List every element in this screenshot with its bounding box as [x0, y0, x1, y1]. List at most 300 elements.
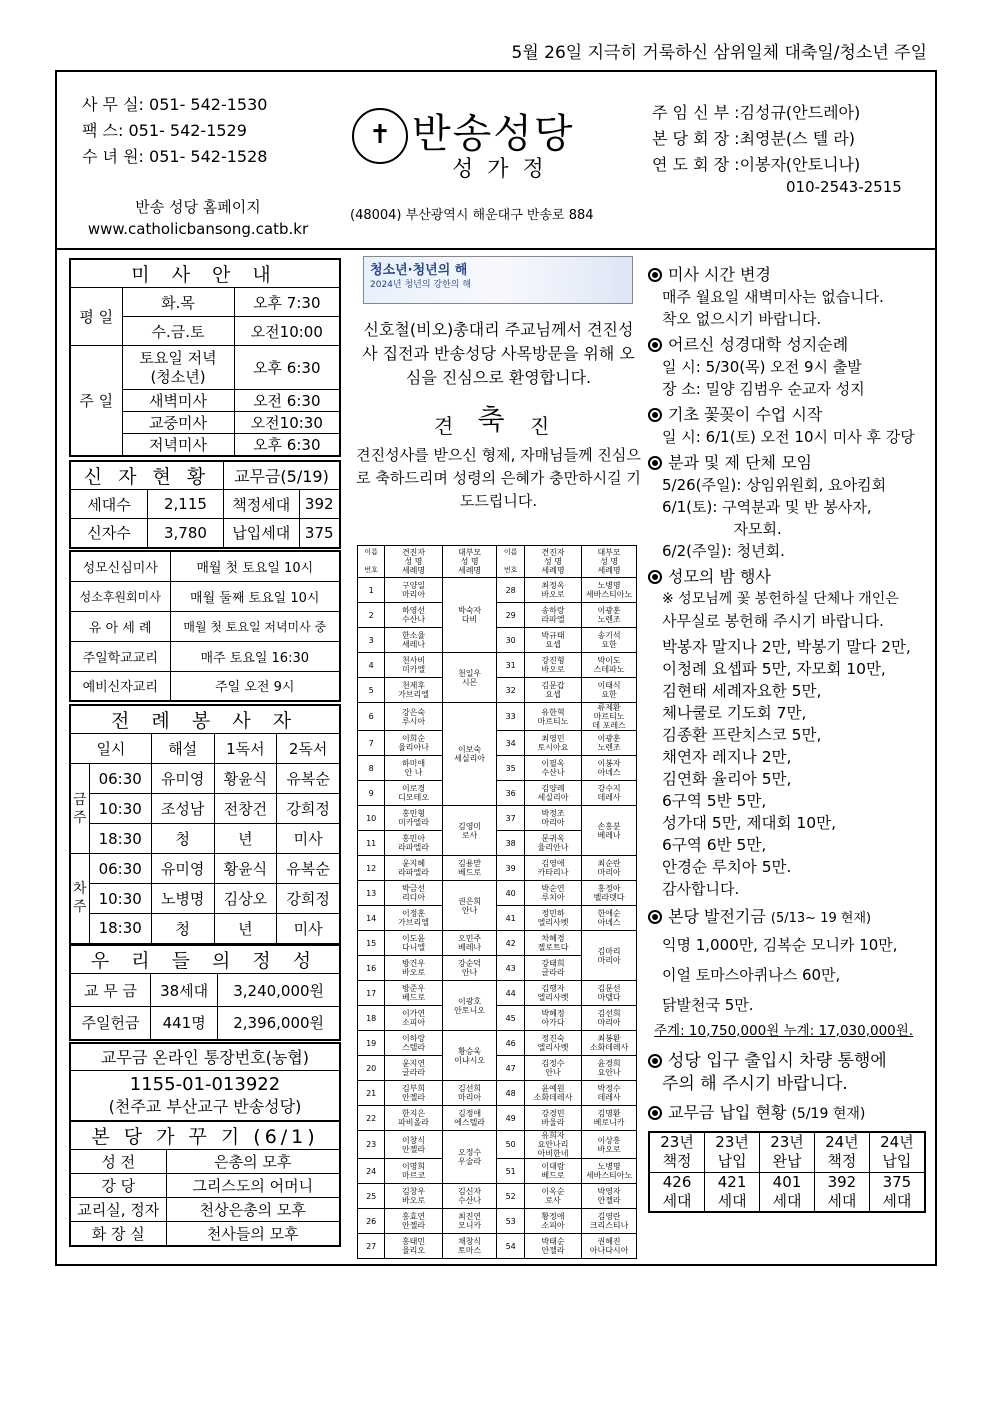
- right-column: [648, 260, 932, 1213]
- conf-number: 51: [497, 1159, 524, 1184]
- conf-sponsor: 이상흥 바오로: [582, 1131, 637, 1159]
- conf-sponsor: 노병명 세바스티아노: [582, 578, 637, 603]
- conf-name: 천사비 미카엘: [385, 653, 442, 678]
- conf-row: [358, 1106, 637, 1131]
- donation-line: 이청례 요셉파 5만, 자모회 10만,: [662, 660, 886, 678]
- conf-name: 이필옥 수산나: [524, 756, 581, 781]
- conf-name: 방준우 베드로: [385, 981, 442, 1006]
- households-value: 2,115: [148, 490, 224, 519]
- conf-row: [358, 1131, 637, 1159]
- conf-sponsor: 박정수 데레사: [582, 1081, 637, 1106]
- conf-number: 21: [358, 1081, 385, 1106]
- conf-sponsor: 황승욱 이냐시오: [442, 1031, 497, 1081]
- conf-name: 윤지혜 라파엘라: [385, 856, 442, 881]
- conf-number: 25: [358, 1184, 385, 1209]
- conf-header: 견진자 성 명 세례명: [524, 546, 581, 578]
- schedule-when: 매월 첫 토요일 저녁미사 중: [170, 611, 340, 641]
- account-table: [69, 1042, 341, 1123]
- liturgy-cell: 전창건: [214, 794, 277, 824]
- liturgy-cell: 조성남: [151, 794, 214, 824]
- conf-name: 이정훈 가브리엘: [385, 906, 442, 931]
- conf-number: 47: [497, 1056, 524, 1081]
- mass-day: 화.목: [122, 288, 234, 317]
- conf-name: 박규태 요셉: [524, 628, 581, 653]
- liturgy-header: 일시: [70, 734, 151, 764]
- members-value: 3,780: [148, 519, 224, 548]
- conf-sponsor: 오정수 우술라: [442, 1131, 497, 1184]
- mass-time: 오전10:30: [234, 412, 340, 434]
- paid-label: 납입세대: [223, 519, 299, 548]
- conf-row: [358, 1031, 637, 1056]
- address: (48004) 부산광역시 해운대구 반송로 884: [350, 208, 594, 223]
- donation-line: 김현태 세례자요한 5만,: [662, 682, 822, 700]
- conf-number: 15: [358, 931, 385, 956]
- mass-time: 오후 6:30: [234, 434, 340, 457]
- conf-number: 5: [358, 678, 385, 703]
- confirmation-table: [357, 545, 637, 1259]
- offering-amount: 2,396,000원: [218, 1007, 340, 1040]
- conf-header: 견진자 성 명 세례명: [385, 546, 442, 578]
- notice-line: 6/2(주일): 청년회.: [662, 542, 785, 560]
- mass-day: 교중미사: [122, 412, 234, 434]
- dues-header: 23년 납입: [705, 1132, 760, 1172]
- account-holder: (천주교 부산교구 반송성당): [108, 1096, 302, 1116]
- liturgy-cell: 유미영: [151, 764, 214, 794]
- notice-line: 자모회.: [662, 520, 782, 538]
- conf-sponsor: 천일우 시몬: [442, 653, 497, 703]
- conf-sponsor: 이광훈 노렌조: [582, 603, 637, 628]
- dues-value: 401 세대: [760, 1172, 815, 1212]
- conf-number: 38: [497, 831, 524, 856]
- conf-sponsor: 김선희 마리아: [582, 1006, 637, 1031]
- mass-time: 오전 6:30: [234, 390, 340, 412]
- dues-value: 375 세대: [869, 1172, 925, 1212]
- conf-number: 53: [497, 1209, 524, 1234]
- weekday-label: 평 일: [70, 288, 122, 346]
- mass-time: 오후 6:30: [234, 346, 340, 390]
- members-table: [69, 460, 341, 549]
- conf-row: [358, 703, 637, 731]
- conf-number: 1: [358, 578, 385, 603]
- conf-sponsor: 이봉자 아녜스: [582, 756, 637, 781]
- conf-row: [358, 603, 637, 628]
- conf-row: [358, 578, 637, 603]
- conf-sponsor: 박이도 스테파노: [582, 653, 637, 678]
- donation-line: 6구역 6반 5만,: [662, 836, 767, 854]
- conf-row: [358, 856, 637, 881]
- liturgy-cell: 강희정: [277, 884, 340, 914]
- dues-header: 23년 책정: [649, 1132, 705, 1172]
- congrats-left: 견: [434, 414, 454, 438]
- conf-row: [358, 1006, 637, 1031]
- conf-number: 50: [497, 1131, 524, 1159]
- conf-number: 9: [358, 781, 385, 806]
- offerings-title: 우 리 들 의 정 성: [70, 945, 340, 974]
- notice-heading: 어르신 성경대학 성지순례: [648, 334, 932, 356]
- liturgy-cell: 년: [214, 824, 277, 854]
- notice-line: 5/26(주일): 상임위원회, 요아킴회: [662, 476, 887, 494]
- conf-name: 이가연 소피아: [385, 1006, 442, 1031]
- conf-number: 3: [358, 628, 385, 653]
- conf-name: 이명희 마르코: [385, 1159, 442, 1184]
- conf-sponsor: 이광호 안토니오: [442, 981, 497, 1031]
- liturgy-cell: 황윤식: [214, 854, 277, 884]
- dues-title: 교무금(5/19): [223, 461, 340, 490]
- offering-label: 주일헌금: [70, 1007, 150, 1040]
- staff-prayer-leader: 연 도 회 장 :이봉자(안토니나): [652, 155, 861, 174]
- conf-sponsor: 한애순 아녜스: [582, 906, 637, 931]
- liturgy-cell: 청: [151, 914, 214, 944]
- conf-name: 홍민형 미카엘라: [385, 806, 442, 831]
- mass-day: 토요일 저녁 (청소년): [122, 346, 234, 390]
- conf-name: 박태순 안젤라: [524, 1234, 581, 1259]
- conf-number: 48: [497, 1081, 524, 1106]
- bullet-icon: [648, 338, 662, 352]
- notice-heading: 분과 및 제 단체 모임: [648, 452, 932, 474]
- liturgy-cell: 유복순: [277, 854, 340, 884]
- conf-number: 32: [497, 678, 524, 703]
- conf-name: 이창식 안젤라: [385, 1131, 442, 1159]
- liturgy-cell: 유미영: [151, 854, 214, 884]
- conf-sponsor: 김선희 마리아: [442, 1081, 497, 1106]
- account-number: 1155-01-013922: [129, 1073, 281, 1095]
- congrats-emblem-icon: 축: [477, 403, 505, 436]
- liturgy-cell: 18:30: [89, 824, 151, 854]
- bullet-icon: [648, 1106, 662, 1120]
- staff-list: [652, 100, 860, 178]
- conf-row: [358, 931, 637, 956]
- schedule-name: 성모신심미사: [70, 551, 170, 581]
- conf-row: [358, 1159, 637, 1184]
- top-banner: 5월 26일 지극히 거룩하신 삼위일체 대축일/청소년 주일: [511, 43, 927, 63]
- congrats-right: 진: [530, 414, 550, 438]
- bullet-icon: [648, 268, 662, 282]
- conf-name: 강경민 바울라: [524, 1106, 581, 1131]
- liturgy-cell: 년: [214, 914, 277, 944]
- conf-sponsor: 류제환 마르티노 데 포레스: [582, 703, 637, 731]
- conf-number: 2: [358, 603, 385, 628]
- account-title: 교무금 온라인 통장번호(농협): [70, 1043, 340, 1070]
- conf-name: 최정옥 바오로: [524, 578, 581, 603]
- liturgy-cell: 김상오: [214, 884, 277, 914]
- liturgy-title: 전 례 봉 사 자: [70, 705, 340, 734]
- homepage: [68, 196, 328, 240]
- donation-line: 채연자 레지나 2만,: [662, 748, 792, 766]
- liturgy-cell: 유복순: [277, 764, 340, 794]
- fund-line: 닭발천국 5만.: [662, 996, 754, 1014]
- notice-line: 6/1(토): 구역분과 및 반 봉사자,: [662, 498, 872, 516]
- conf-number: 6: [358, 703, 385, 731]
- conf-number: 7: [358, 731, 385, 756]
- decor-group: 천사들의 모후: [166, 1222, 340, 1246]
- decor-place: 강 당: [70, 1174, 166, 1198]
- dues-header: 24년 납입: [869, 1132, 925, 1172]
- fund-heading: 본당 발전기금 (5/13~ 19 현재): [648, 906, 932, 930]
- banner-title: 청소년·청년의 해: [370, 263, 468, 278]
- dues-value: 426 세대: [649, 1172, 705, 1212]
- mass-time: 오후 7:30: [234, 288, 340, 317]
- conf-number: 30: [497, 628, 524, 653]
- liturgy-cell: 10:30: [89, 884, 151, 914]
- decor-table: [69, 1120, 341, 1247]
- dues-table: [648, 1131, 926, 1213]
- conf-name: 문귀옥 율리안나: [524, 831, 581, 856]
- conf-name: 송하랑 라파엘: [524, 603, 581, 628]
- conf-number: 8: [358, 756, 385, 781]
- notice-line: 매주 월요일 새벽미사는 없습니다.: [662, 288, 884, 306]
- conf-name: 김행자 엘리사벳: [524, 981, 581, 1006]
- decor-title: 본 당 가 꾸 기 (6/1): [70, 1121, 340, 1150]
- parking-line: 주의 해 주시기 바랍니다.: [662, 1074, 848, 1094]
- conf-name: 김부희 안젤라: [385, 1081, 442, 1106]
- notice-line: 일 시: 5/30(목) 오전 9시 출발: [662, 358, 862, 376]
- offerings-table: [69, 944, 341, 1041]
- conf-sponsor: 노병명 세바스티아노: [582, 1159, 637, 1184]
- conf-sponsor: 박숙자 다비: [442, 578, 497, 653]
- homepage-url[interactable]: www.catholicbansong.catb.kr: [87, 220, 309, 238]
- conf-row: [358, 1234, 637, 1259]
- conf-number: 40: [497, 881, 524, 906]
- conf-number: 33: [497, 703, 524, 731]
- conf-name: 김정수 안나: [524, 1056, 581, 1081]
- conf-name: 이도윤 다니엘: [385, 931, 442, 956]
- conf-sponsor: 손홍분 베레나: [582, 806, 637, 856]
- mass-day: 새벽미사: [122, 390, 234, 412]
- conf-number: 12: [358, 856, 385, 881]
- conf-number: 45: [497, 1006, 524, 1031]
- mass-title: 미 사 안 내: [70, 259, 340, 288]
- notice-heading: 성모의 밤 행사: [648, 566, 932, 588]
- assessed-label: 책정세대: [223, 490, 299, 519]
- conf-name: 강진형 바오로: [524, 653, 581, 678]
- conf-row: [358, 1209, 637, 1234]
- conf-row: [358, 1081, 637, 1106]
- youth-year-banner: [363, 256, 633, 304]
- bullet-icon: [648, 570, 662, 584]
- conf-name: 하영선 수산나: [385, 603, 442, 628]
- donation-line: 김연화 율리아 5만,: [662, 770, 792, 788]
- conf-number: 29: [497, 603, 524, 628]
- decor-group: 천상은총의 모후: [166, 1198, 340, 1222]
- liturgy-cell: 06:30: [89, 764, 151, 794]
- conf-name: 정진숙 엘리사벳: [524, 1031, 581, 1056]
- conf-number: 39: [497, 856, 524, 881]
- conf-name: 강은숙 루시아: [385, 703, 442, 731]
- notice-line: ※ 성모님께 꽃 봉헌하실 단체나 개인은: [662, 591, 899, 607]
- page-title: 반송성당: [412, 111, 575, 157]
- schedule-table: [69, 550, 341, 702]
- conf-row: [358, 756, 637, 781]
- conf-name: 박순연 루치아: [524, 881, 581, 906]
- contact-fax: 팩 스: 051- 542-1529: [82, 121, 247, 140]
- conf-sponsor: 박영자 안젤라: [582, 1184, 637, 1209]
- decor-group: 그리스도의 어머니: [166, 1174, 340, 1198]
- conf-row: [358, 1184, 637, 1209]
- conf-name: 이희순 율리아나: [385, 731, 442, 756]
- conf-number: 49: [497, 1106, 524, 1131]
- parking-heading: 성당 입구 출입시 차량 통행에: [648, 1050, 932, 1072]
- conf-name: 황정애 소피아: [524, 1209, 581, 1234]
- thanks-line: 감사합니다.: [662, 880, 740, 898]
- welcome-notice: 신호철(비오)총대리 주교님께서 견진성사 집전과 반송성당 사목방문을 위해 오심을 진심으로 환영합니다.: [362, 320, 635, 387]
- liturgy-cell: 황윤식: [214, 764, 277, 794]
- conf-sponsor: 권혜진 아나다시아: [582, 1234, 637, 1259]
- decor-place: 화 장 실: [70, 1222, 166, 1246]
- members-title: 신 자 현 황: [70, 461, 223, 490]
- conf-header: 이름 번호: [497, 546, 524, 578]
- conf-sponsor: 채창식 토마스: [442, 1234, 497, 1259]
- assessed-value: 392: [299, 490, 340, 519]
- contact-list: [82, 92, 267, 170]
- conf-sponsor: 김신자 수산나: [442, 1184, 497, 1209]
- sunday-label: 주 일: [70, 346, 122, 457]
- conf-row: [358, 781, 637, 806]
- liturgy-cell: 미사: [277, 914, 340, 944]
- conf-name: 한지은 파비올라: [385, 1106, 442, 1131]
- schedule-when: 매월 첫 토요일 10시: [170, 551, 340, 581]
- conf-name: 최영민 토시아요: [524, 731, 581, 756]
- conf-number: 14: [358, 906, 385, 931]
- donation-line: 6구역 5반 5만,: [662, 792, 767, 810]
- liturgy-table: [69, 704, 341, 945]
- conf-sponsor: 김정애 에스텔라: [442, 1106, 497, 1131]
- liturgy-cell: 미사: [277, 824, 340, 854]
- liturgy-cell: 10:30: [89, 794, 151, 824]
- conf-sponsor: 이광훈 노렌조: [582, 731, 637, 756]
- notice-line: 장 소: 밀양 김범우 순교자 성지: [662, 380, 865, 398]
- conf-sponsor: 김마리 마리아: [582, 931, 637, 981]
- conf-sponsor: 최순란 마리아: [582, 856, 637, 881]
- page-subtitle: 성가정: [452, 157, 558, 182]
- liturgy-cell: 강희정: [277, 794, 340, 824]
- conf-name: 방건우 바오로: [385, 956, 442, 981]
- liturgy-cell: 18:30: [89, 914, 151, 944]
- conf-name: 김문갑 요셉: [524, 678, 581, 703]
- members-label: 신자수: [70, 519, 148, 548]
- conf-number: 18: [358, 1006, 385, 1031]
- banner-subtitle: 2024년 청년의 강한의 해: [370, 280, 472, 290]
- conf-number: 26: [358, 1209, 385, 1234]
- conf-number: 54: [497, 1234, 524, 1259]
- conf-name: 강태희 글라라: [524, 956, 581, 981]
- conf-row: [358, 981, 637, 1006]
- contact-office: 사 무 실: 051- 542-1530: [82, 95, 268, 114]
- conf-sponsor: 홍정아 벨라뎃다: [582, 881, 637, 906]
- conf-number: 20: [358, 1056, 385, 1081]
- offering-label: 교 무 금: [70, 974, 150, 1007]
- bullet-icon: [648, 910, 662, 924]
- conf-number: 46: [497, 1031, 524, 1056]
- conf-name: 박금선 리디아: [385, 881, 442, 906]
- conf-name: 윤지연 글라라: [385, 1056, 442, 1081]
- conf-row: [358, 678, 637, 703]
- week-label: 금 주: [70, 764, 89, 854]
- conf-name: 홍태민 율리오: [385, 1234, 442, 1259]
- fund-line: 이얼 토마스아퀴나스 60만,: [662, 966, 841, 984]
- conf-number: 4: [358, 653, 385, 678]
- donation-line: 박봉자 말지나 2만, 박봉기 말다 2만,: [662, 638, 911, 656]
- conf-sponsor: 김영란 크리스티나: [582, 1209, 637, 1234]
- conf-number: 17: [358, 981, 385, 1006]
- conf-name: 김창우 바오로: [385, 1184, 442, 1209]
- notice-line: 사무실로 봉헌해 주시기 바랍니다.: [662, 612, 884, 630]
- mass-table: [69, 258, 341, 457]
- conf-name: 유희자 요안나리 아비한네: [524, 1131, 581, 1159]
- conf-number: 43: [497, 956, 524, 981]
- congrats-heading: [356, 402, 641, 442]
- conf-number: 36: [497, 781, 524, 806]
- conf-name: 구양일 마리아: [385, 578, 442, 603]
- offering-amount: 3,240,000원: [218, 974, 340, 1007]
- fund-line: 익명 1,000만, 김복순 모니카 10만,: [662, 936, 898, 954]
- conf-sponsor: 이보숙 세실리아: [442, 703, 497, 806]
- conf-name: 이로경 디모테오: [385, 781, 442, 806]
- staff-phone: 010-2543-2515: [786, 178, 902, 196]
- conf-number: 11: [358, 831, 385, 856]
- schedule-name: 예비신자교리: [70, 671, 170, 701]
- conf-number: 34: [497, 731, 524, 756]
- conf-name: 홍민아 라파엘라: [385, 831, 442, 856]
- conf-sponsor: 김명환 베로니카: [582, 1106, 637, 1131]
- conf-sponsor: 권은희 안나: [442, 881, 497, 931]
- conf-sponsor: 김영미 로사: [442, 806, 497, 856]
- conf-number: 41: [497, 906, 524, 931]
- conf-name: 정민하 엘리사벳: [524, 906, 581, 931]
- mass-day: 저녁미사: [122, 434, 234, 457]
- schedule-when: 매주 토요일 16:30: [170, 641, 340, 671]
- conf-number: 27: [358, 1234, 385, 1259]
- conf-name: 김양례 세실리아: [524, 781, 581, 806]
- notice-line: 착오 없으시기 바랍니다.: [662, 310, 822, 328]
- conf-number: 24: [358, 1159, 385, 1184]
- dues-header: 24년 책정: [814, 1132, 869, 1172]
- conf-name: 이대람 베드로: [524, 1159, 581, 1184]
- conf-number: 31: [497, 653, 524, 678]
- conf-name: 천제후 가브리엘: [385, 678, 442, 703]
- conf-name: 홍효연 안젤라: [385, 1209, 442, 1234]
- staff-president: 본 당 회 장 :최영분(스 텔 라): [652, 129, 855, 148]
- conf-row: [358, 1056, 637, 1081]
- conf-number: 52: [497, 1184, 524, 1209]
- conf-name: 박혜정 아가다: [524, 1006, 581, 1031]
- liturgy-cell: 노병명: [151, 884, 214, 914]
- liturgy-header: 2독서: [277, 734, 340, 764]
- conf-sponsor: 송기석 요한: [582, 628, 637, 653]
- liturgy-cell: 06:30: [89, 854, 151, 884]
- conf-name: 이하랑 스텔라: [385, 1031, 442, 1056]
- schedule-when: 주일 오전 9시: [170, 671, 340, 701]
- conf-row: [358, 806, 637, 831]
- church-logo-icon: ✝: [352, 108, 408, 164]
- conf-name: 하미애 안 나: [385, 756, 442, 781]
- conf-sponsor: 김용맏 베드로: [442, 856, 497, 881]
- conf-row: [358, 731, 637, 756]
- conf-sponsor: 이태식 요한: [582, 678, 637, 703]
- conf-header: 이름 번호: [358, 546, 385, 578]
- conf-row: [358, 881, 637, 906]
- conf-name: 차혜경 젤로트다: [524, 931, 581, 956]
- liturgy-header: 1독서: [214, 734, 277, 764]
- conf-number: 35: [497, 756, 524, 781]
- liturgy-cell: 청: [151, 824, 214, 854]
- households-label: 세대수: [70, 490, 148, 519]
- bullet-icon: [648, 1054, 662, 1068]
- conf-row: [358, 906, 637, 931]
- conf-number: 37: [497, 806, 524, 831]
- mass-time: 오전10:00: [234, 317, 340, 346]
- conf-number: 16: [358, 956, 385, 981]
- notice-line: 일 시: 6/1(토) 오전 10시 미사 후 강당: [662, 428, 915, 446]
